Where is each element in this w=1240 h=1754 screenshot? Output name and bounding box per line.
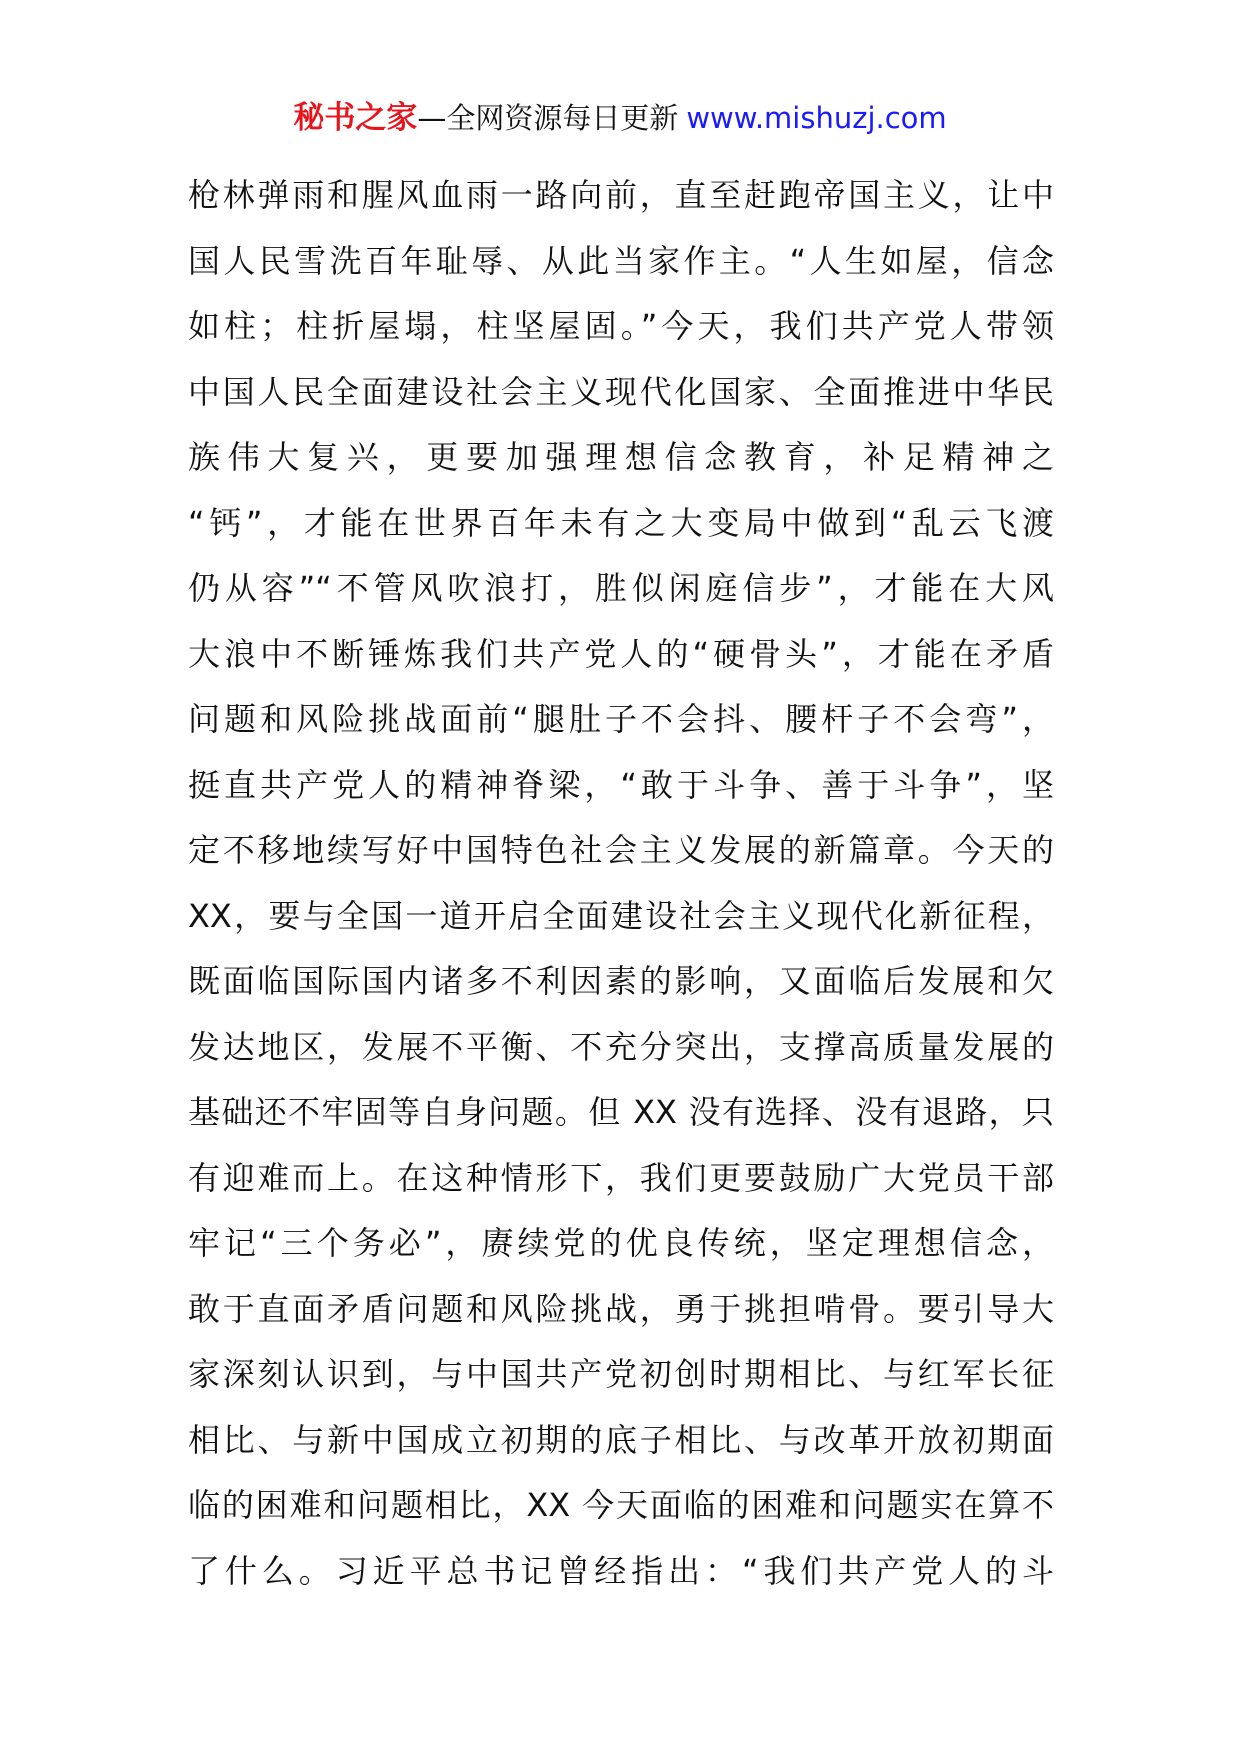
header-tagline: —全网资源每日更新 — [417, 101, 679, 135]
text-line: 仍从容”“不管风吹浪打，胜似闲庭信步”，才能在大风 — [188, 569, 1054, 607]
text-line: 既面临国际国内诸多不利因素的影响，又面临后发展和欠 — [188, 962, 1054, 1000]
text-line: 相比、与新中国成立初期的底子相比、与改革开放初期面 — [188, 1420, 1054, 1459]
text-line: 如柱；柱折屋塌，柱坚屋固。”今天，我们共产党人带领 — [188, 307, 1054, 345]
text-line: 了什么。习近平总书记曾经指出：“我们共产党人的斗 — [188, 1551, 1054, 1590]
text-line: 定不移地续写好中国特色社会主义发展的新篇章。今天的 — [188, 831, 1054, 869]
text-line: 发达地区，发展不平衡、不充分突出，支撑高质量发展的 — [188, 1027, 1054, 1066]
text-line: 敢于直面矛盾问题和风险挑战，勇于挑担啃骨。要引导大 — [188, 1289, 1054, 1328]
page-header — [0, 98, 1240, 138]
text-line: 问题和风险挑战面前“腿肚子不会抖、腰杆子不会弯”， — [188, 700, 1054, 738]
text-line: 挺直共产党人的精神脊梁，“敢于斗争、善于斗争”，坚 — [188, 765, 1054, 804]
text-line: 牢记“三个务必”，赓续党的优良传统，坚定理想信念， — [188, 1224, 1054, 1262]
text-line: 基础还不牢固等自身问题。但 XX 没有选择、没有退路，只 — [188, 1093, 1054, 1131]
text-line: 中国人民全面建设社会主义现代化国家、全面推进中华民 — [188, 372, 1054, 411]
text-line: 国人民雪洗百年耻辱、从此当家作主。“人生如屋，信念 — [188, 241, 1054, 280]
text-line: 家深刻认识到，与中国共产党初创时期相比、与红军长征 — [188, 1355, 1054, 1393]
text-line: “钙”，才能在世界百年未有之大变局中做到“乱云飞渡 — [188, 503, 1054, 542]
header-url-link[interactable]: www.mishuzj.com — [686, 101, 947, 135]
header-brand: 秘书之家 — [293, 100, 418, 136]
text-line: 大浪中不断锤炼我们共产党人的“硬骨头”，才能在矛盾 — [188, 634, 1054, 673]
text-line: 枪林弹雨和腥风血雨一路向前，直至赶跑帝国主义，让中 — [188, 176, 1054, 214]
text-line: XX，要与全国一道开启全面建设社会主义现代化新征程， — [188, 896, 1054, 935]
text-line: 有迎难而上。在这种情形下，我们更要鼓励广大党员干部 — [188, 1158, 1054, 1197]
document-body — [188, 163, 1054, 1604]
text-line: 族伟大复兴，更要加强理想信念教育，补足精神之 — [188, 438, 1054, 476]
text-line: 临的困难和问题相比，XX 今天面临的困难和问题实在算不 — [188, 1486, 1054, 1524]
